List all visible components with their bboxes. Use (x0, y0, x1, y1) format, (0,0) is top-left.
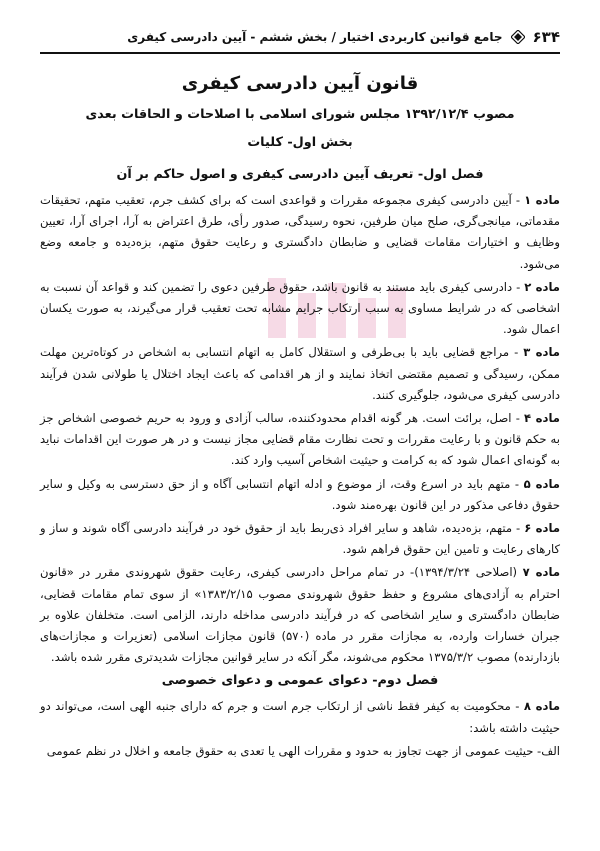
article-label: ماده ۷ (522, 565, 560, 580)
article-7 (40, 562, 560, 668)
article-text: - اصل، برائت است. هر گونه اقدام محدودکننده، سالب آزادی و ورود به حریم خصوصی اشخاص جز به حکم قانون و با رعایت مقررات و تحت نظارت مقام قضایی مجاز نیست و در هر صورت این اقدامات نباید به گونه‌ای اعمال شود که به کرامت و حیثیت اشخاص آسیب وارد کند. (40, 411, 560, 468)
article-text: (اصلاحی ۱۳۹۴/۳/۲۴)- در تمام مراحل دادرسی کیفری، رعایت حقوق شهروندی مقرر در «قانون احترام به آزادی‌های مشروع و حفظ حقوق شهروندی مصوب ۱۳۸۳/۲/۱۵» از سوی تمام مقامات قضایی، ضابطان دادگستری و سایر اشخاصی که در فرآیند دادرسی مداخله دارند، الزامی است. متخلفان علاوه بر جبران خسارات وارده، به مجازات مقرر در ماده (۵۷۰) قانون مجازات اسلامی (تعزیرات و مجازات‌های بازدارنده) مصوب ۱۳۷۵/۳/۲ محکوم می‌شوند، مگر آنکه در سایر قوانین مجازات شدیدتری مقرر شده باشد. (40, 565, 560, 665)
article-label: ماده ۴ (524, 411, 560, 426)
article-text: - آیین دادرسی کیفری مجموعه مقررات و قواعدی است که برای کشف جرم، تعقیب متهم، تحقیقات مقدماتی، میانجی‌گری، صلح میان طرفین، نحوه رسیدگی، صدور رأی، طرق اعتراض به آرا، اجرای آرا، تعیین وظایف و اختیارات مقامات قضایی و ضابطان دادگستری و رعایت حقوق متهم، بزه‌دیده و جامعه وضع می‌شود. (40, 193, 560, 271)
chapter-heading: فصل اول- تعریف آیین دادرسی کیفری و اصول حاکم بر آن (116, 167, 484, 182)
article-text: - محکومیت به کیفر فقط ناشی از ارتکاب جرم است و جرم که دارای جنبه الهی است، می‌تواند دو حیثیت داشته باشد: (40, 699, 560, 735)
running-title: جامع قوانین کاربردی اختیار / بخش ششم - آیین دادرسی کیفری (127, 30, 503, 44)
article-label: ماده ۶ (524, 521, 560, 536)
part-heading: بخش اول- کلیات (247, 135, 353, 150)
clause-alef: الف- حیثیت عمومی از جهت تجاوز به حدود و مقررات الهی یا تعدی به حقوق جامعه و اخلال در نظم عمومی (46, 743, 560, 758)
article-3 (40, 342, 560, 406)
article-8 (40, 696, 560, 738)
article-2 (40, 277, 560, 341)
article-label: ماده ۱ (524, 193, 560, 207)
article-label: ماده ۲ (524, 279, 560, 294)
article-label: ماده ۸ (523, 699, 560, 714)
article-text: - مراجع قضایی باید با بی‌طرفی و استقلال کامل به اتهام انتسابی به اشخاص در کوتاه‌ترین مهلت ممکن، رسیدگی و تصمیم مقتضی اتخاذ نمایند و از هر اقدامی که باعث ایجاد اختلال یا طولانی شدن فرآیند دادرسی کیفری می‌شود، جلوگیری کنند. (40, 345, 560, 402)
law-subtitle: مصوب ۱۳۹۲/۱۲/۴ مجلس شورای اسلامی با اصلاحات و الحاقات بعدی (85, 107, 515, 122)
article-label: ماده ۵ (523, 476, 560, 491)
article-label: ماده ۳ (523, 345, 560, 360)
article-5 (40, 474, 560, 516)
page-number: ۶۳۴ (532, 28, 560, 46)
header-rule (40, 52, 560, 54)
article-text: - دادرسی کیفری باید مستند به قانون باشد، حقوق طرفین دعوی را تضمین کند و قواعد آن نسبت به اشخاصی که در شرایط مساوی به سبب ارتکاب جرایم مشابه تحت تعقیب قرار می‌گیرند، به صورت یکسان اعمال شود. (40, 279, 560, 337)
page-header (40, 26, 560, 48)
article-6 (40, 518, 560, 560)
chapter-heading: فصل دوم- دعوای عمومی و دعوای خصوصی (161, 673, 439, 689)
article-4 (40, 408, 560, 472)
article-text: - متهم، بزه‌دیده، شاهد و سایر افراد ذی‌ربط باید از حقوق خود در فرآیند دادرسی آگاه شوند و ساز و کارهای رعایت و تامین این حقوق فراهم شود. (40, 521, 560, 557)
document-body (40, 64, 560, 762)
diamond-ornament-icon (511, 30, 525, 44)
article-text: - متهم باید در اسرع وقت، از موضوع و ادله اتهام انتسابی آگاه و از حق دسترسی به وکیل و سایر حقوق دفاعی مذکور در این قانون بهره‌مند شود. (40, 476, 560, 512)
law-title: قانون آیین دادرسی کیفری (181, 73, 419, 94)
article-1 (40, 190, 560, 275)
